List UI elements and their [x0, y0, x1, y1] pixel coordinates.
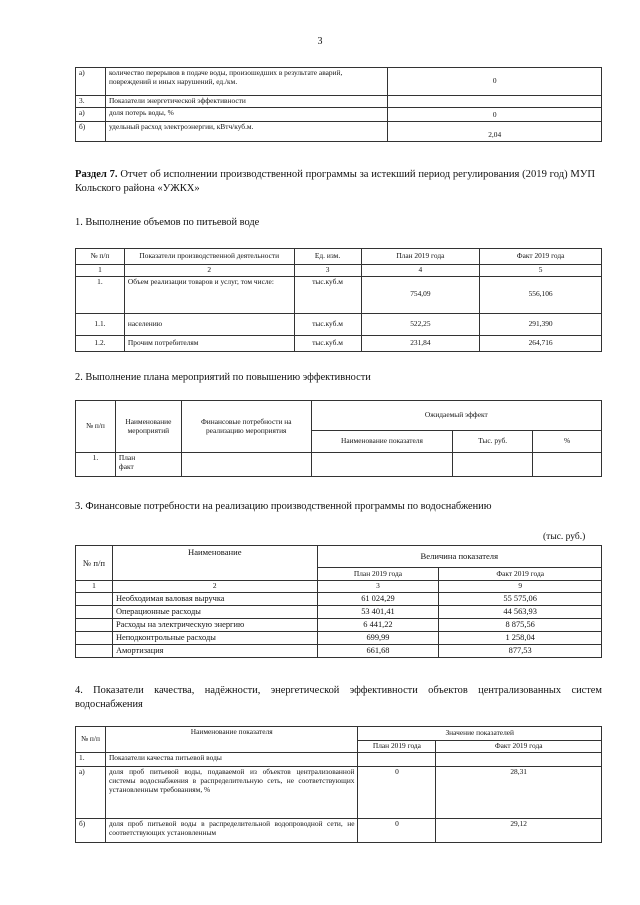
row-number: 1.: [76, 276, 125, 313]
header-num: № п/п: [76, 249, 125, 265]
table-row: [76, 313, 602, 335]
header-measure-name: Наименование мероприятий: [115, 401, 181, 453]
row-number: а): [76, 68, 106, 96]
quality-indicators-table: [75, 726, 602, 843]
row-unit: тыс.куб.м: [294, 313, 361, 335]
row-number: б): [76, 122, 106, 142]
drinking-water-volume-table: [75, 248, 602, 352]
header-fact: Факт 2019 года: [480, 249, 602, 265]
header-percent: %: [533, 431, 602, 453]
table-row: [76, 645, 602, 658]
row-label: Прочим потребителям: [124, 335, 294, 351]
empty-cell: [181, 453, 311, 477]
section-label: Раздел 7.: [75, 169, 118, 180]
row-fact: 1 258,04: [439, 632, 602, 645]
row-number: б): [76, 819, 106, 843]
row-number: 1.2.: [76, 335, 125, 351]
table-row: [76, 108, 602, 122]
page-number: 3: [317, 36, 323, 47]
index-cell: 1: [76, 265, 125, 277]
row-plan: 0: [358, 819, 436, 843]
row-plan: 699,99: [317, 632, 439, 645]
row-fact: 44 563,93: [439, 605, 602, 618]
header-plan: План 2019 года: [317, 568, 439, 581]
header-fact: Факт 2019 года: [436, 741, 602, 753]
indicator-value: 0: [388, 68, 602, 96]
table-row: [76, 96, 602, 108]
empty-cell: [76, 632, 113, 645]
row-plan: 6 441,22: [317, 619, 439, 632]
header-name: Наименование показателя: [105, 727, 358, 753]
table-row: [76, 276, 602, 313]
row-unit: тыс.куб.м: [294, 276, 361, 313]
indicator-label: удельный расход электроэнергии, кВтч/куб.м.: [105, 122, 387, 142]
section-7-title: [75, 168, 595, 197]
row-label: Объем реализации товаров и услуг, том числе:: [124, 276, 294, 313]
table-header-row: [76, 546, 602, 568]
row-fact: 264,716: [480, 335, 602, 351]
block-4-heading: 4. Показатели качества, надёжности, энергетической эффективности объектов централизованных систем водоснабжения: [75, 685, 602, 710]
row-number: а): [76, 767, 106, 819]
row-fact: 877,53: [439, 645, 602, 658]
header-num: № п/п: [76, 546, 113, 581]
table-row: [76, 122, 602, 142]
efficiency-measures-table: [75, 400, 602, 477]
table-row: [76, 767, 602, 819]
row-number: а): [76, 108, 106, 122]
indicator-label: количество перерывов в подаче воды, произошедших в результате аварий, повреждений и иных нарушений, ед./км.: [105, 68, 387, 96]
row-label: Операционные расходы: [112, 605, 317, 618]
header-finance: Финансовые потребности на реализацию мероприятия: [181, 401, 311, 453]
row-label: Необходимая валовая выручка: [112, 592, 317, 605]
empty-cell: [76, 605, 113, 618]
header-num: № п/п: [76, 401, 116, 453]
table-row: [76, 453, 602, 477]
table-header-row: [76, 401, 602, 431]
continuation-table: [75, 67, 602, 142]
row-fact: 55 575,06: [439, 592, 602, 605]
row-number: 1.: [76, 753, 106, 767]
header-num: № п/п: [76, 727, 106, 753]
row-fact: 28,31: [436, 767, 602, 819]
row-fact: 29,12: [436, 819, 602, 843]
header-plan: План 2019 года: [361, 249, 480, 265]
table-index-row: [76, 581, 602, 593]
indicator-value: [388, 96, 602, 108]
header-indicator: Показатели производственной деятельности: [124, 249, 294, 265]
table-row: [76, 592, 602, 605]
row-plan: 754,09: [361, 276, 480, 313]
index-cell: 9: [439, 581, 602, 593]
empty-cell: [76, 619, 113, 632]
header-expected-effect: Ожидаемый эффект: [311, 401, 601, 431]
header-value: Величина показателя: [317, 546, 601, 568]
table-row: [76, 68, 602, 96]
row-label: Неподконтрольные расходы: [112, 632, 317, 645]
row-number: 1.1.: [76, 313, 125, 335]
empty-cell: [533, 453, 602, 477]
index-cell: 5: [480, 265, 602, 277]
row-plan: 0: [358, 767, 436, 819]
empty-cell: [311, 453, 453, 477]
row-plan: 522,25: [361, 313, 480, 335]
row-plan: 61 024,29: [317, 592, 439, 605]
indicator-label: Показатели энергетической эффективности: [105, 96, 387, 108]
row-fact: 291,390: [480, 313, 602, 335]
row-plan: 231,84: [361, 335, 480, 351]
table-header-row: [76, 727, 602, 741]
financial-needs-table: [75, 545, 602, 658]
row-label: Амортизация: [112, 645, 317, 658]
table-row: [76, 335, 602, 351]
row-plan: 53 401,41: [317, 605, 439, 618]
index-cell: 2: [124, 265, 294, 277]
header-unit: Ед. изм.: [294, 249, 361, 265]
header-indicator-name: Наименование показателя: [311, 431, 453, 453]
table-header-row: [76, 249, 602, 265]
row-number: 1.: [76, 453, 116, 477]
row-label: доля проб питьевой воды в распределительной водопроводной сети, не соответствующих установленным: [105, 819, 358, 843]
header-fact: Факт 2019 года: [439, 568, 602, 581]
index-cell: 1: [76, 581, 113, 593]
indicator-value: 0: [388, 108, 602, 122]
empty-cell: [76, 592, 113, 605]
index-cell: 3: [317, 581, 439, 593]
row-number: 3.: [76, 96, 106, 108]
indicator-label: доля потерь воды, %: [105, 108, 387, 122]
table-row: [76, 753, 602, 767]
plan-fact-cell: [115, 453, 181, 477]
section-text: Отчет об исполнении производственной программы за истекший период регулирования (2019 год) МУП Кольского района «УЖКХ»: [75, 169, 595, 195]
table-row: [76, 605, 602, 618]
table-row: [76, 619, 602, 632]
index-cell: 2: [112, 581, 317, 593]
fact-label: факт: [118, 461, 134, 471]
header-name: Наименование: [112, 546, 317, 581]
empty-cell: [453, 453, 533, 477]
plan-label: План: [118, 453, 136, 462]
row-label: Расходы на электрическую энергию: [112, 619, 317, 632]
row-plan: 661,68: [317, 645, 439, 658]
table-row: [76, 819, 602, 843]
row-fact: 8 875,56: [439, 619, 602, 632]
row-label: доля проб питьевой воды, подаваемой из объектов централизованной системы водоснабжения в распределительную сеть, не соответствующих установленным требованиям, %: [105, 767, 358, 819]
header-rub: Тыс. руб.: [453, 431, 533, 453]
block-2-heading: 2. Выполнение плана мероприятий по повышению эффективности: [75, 372, 371, 383]
indicator-value: 2,04: [388, 122, 602, 142]
row-label: Показатели качества питьевой воды: [105, 753, 358, 767]
units-label: (тыс. руб.): [543, 532, 586, 542]
index-cell: 4: [361, 265, 480, 277]
row-label: населению: [124, 313, 294, 335]
table-index-row: [76, 265, 602, 277]
index-cell: 3: [294, 265, 361, 277]
header-plan: План 2019 года: [358, 741, 436, 753]
row-plan: [358, 753, 436, 767]
table-row: [76, 632, 602, 645]
block-3-heading: 3. Финансовые потребности на реализацию производственной программы по водоснабжению: [75, 501, 492, 512]
block-1-heading: 1. Выполнение объемов по питьевой воде: [75, 217, 260, 228]
row-fact: [436, 753, 602, 767]
empty-cell: [76, 645, 113, 658]
header-value: Значение показателей: [358, 727, 602, 741]
row-fact: 556,106: [480, 276, 602, 313]
row-unit: тыс.куб.м: [294, 335, 361, 351]
